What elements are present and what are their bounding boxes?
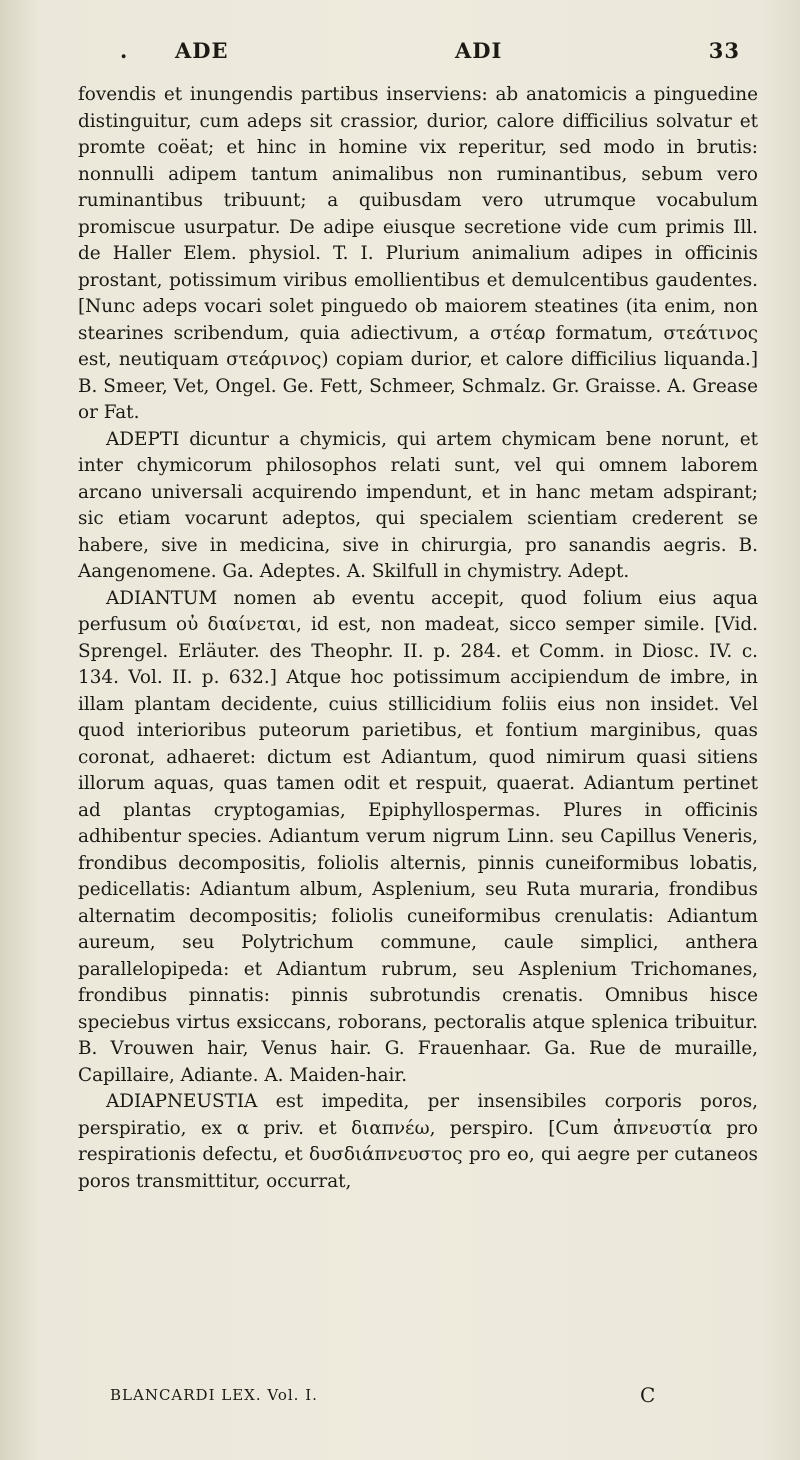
page-body bbox=[78, 82, 758, 1195]
page-footer bbox=[110, 1383, 710, 1412]
paragraph-adiantum: ADIANTUM nomen ab eventu accepit, quod folium eius aqua perfusum οὐ διαίνεται, id est, non madeat, sicco semper simile. [Vid. Sprengel. Erläuter. des Theophr. II. p. 284. et Comm. in Diosc. IV. c. 134. Vol. II. p. 632.] Atque hoc potissimum accipiendum de imbre, in illam plantam decidente, cuius stillicidium foliis eius non insidet. Vel quod interioribus puteorum parietibus, et fontium marginibus, quas coronat, adhaeret: dictum est Adiantum, quod nimirum quasi sitiens illorum aquas, quas tamen odit et respuit, quaerat. Adiantum pertinet ad plantas cryptogamias, Epiphyllospermas. Plures in officinis adhibentur species. Adiantum verum nigrum Linn. seu Capillus Veneris, frondibus decompositis, foliolis alternis, pinnis cuneiformibus lobatis, pedicellatis: Adiantum album, Asplenium, seu Ruta muraria, frondibus alternatim decompositis; foliolis cuneiformibus crenulatis: Adiantum aureum, seu Polytrichum commune, caule simplici, anthera parallelopipeda: et Adiantum rubrum, seu Asplenium Trichomanes, frondibus pinnatis: pinnis subrotundis crenatis. Omnibus hisce speciebus virtus exsiccans, roborans, pectoralis atque splenica tribuitur. B. Vrouwen hair, Venus hair. G. Frauenhaar. Ga. Rue de muraille, Capillaire, Adiante. A. Maiden-hair. bbox=[78, 587, 758, 1086]
header-dot: . bbox=[120, 38, 129, 63]
header-left-word: ADE bbox=[175, 38, 229, 63]
running-header bbox=[120, 38, 740, 68]
paragraph-adepti: ADEPTI dicuntur a chymicis, qui artem chymicam bene norunt, et inter chymicorum philosophos relati sunt, vel qui omnem laborem arcano universali acquirendo impendunt, et in hanc metam adspirant; sic etiam vocarunt adeptos, qui specialem scientiam crederent se habere, sive in medicina, sive in chirurgia, pro sanandis aegris. B. Aangenomene. Ga. Adeptes. A. Skilfull in chymistry. Adept. bbox=[78, 428, 758, 582]
signature-line: BLANCARDI LEX. Vol. I. bbox=[110, 1386, 318, 1404]
signature-mark: C bbox=[640, 1383, 657, 1407]
page-number: 33 bbox=[708, 38, 740, 63]
header-middle-word: ADI bbox=[455, 38, 503, 63]
paragraph-adiapneustia: ADIAPNEUSTIA est impedita, per insensibiles corporis poros, perspiratio, ex α priv. et διαπνέω, perspiro. [Cum ἀπνευστία pro respirationis defectu, et δυσδιάπνευστος pro eo, qui aegre per cutaneos poros transmittitur, occurrat, bbox=[78, 1091, 758, 1192]
paragraph-adeps-continued: fovendis et inungendis partibus inserviens: ab anatomicis a pinguedine distinguitur, cum adeps sit crassior, durior, calore difficilius solvatur et promte coëat; et hinc in homine vix reperitur, sed modo in brutis: nonnulli adipem tantum animalibus non ruminantibus, sebum vero ruminantibus tribuunt; a quibusdam vero utrumque vocabulum promiscue usurpatur. De adipe eiusque secretione vide cum primis Ill. de Haller Elem. physiol. T. I. Plurium animalium adipes in officinis prostant, potissimum viribus emollientibus et demulcentibus gaudentes. [Nunc adeps vocari solet pinguedo ob maiorem steatines (ita enim, non stearines scribendum, quia adiectivum, a στέαρ formatum, στεάτινος est, neutiquam στεάρινος) copiam durior, et calore difficilius liquanda.] B. Smeer, Vet, Ongel. Ge. Fett, Schmeer, Schmalz. Gr. Graisse. A. Grease or Fat. bbox=[78, 84, 758, 423]
